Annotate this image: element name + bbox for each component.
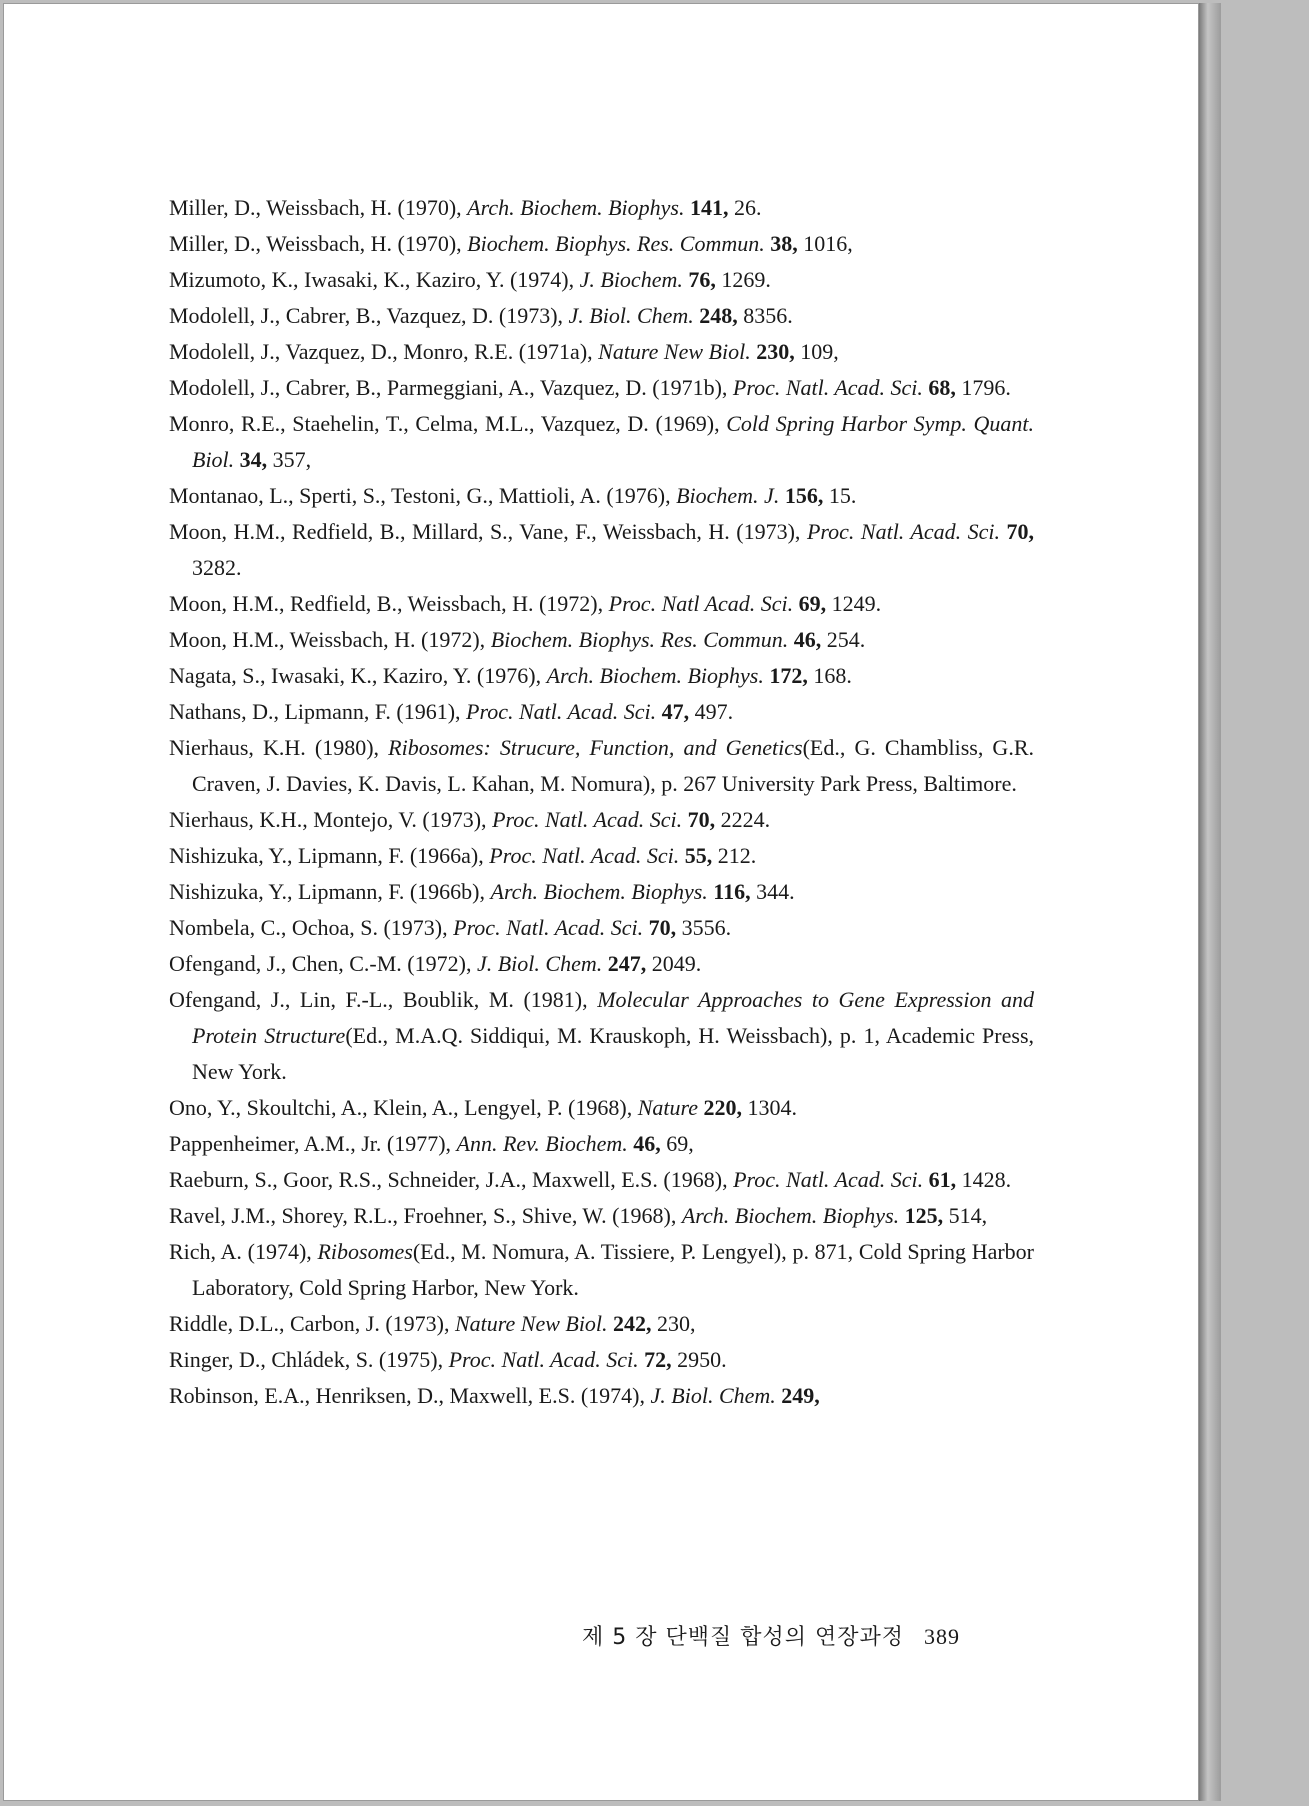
reference-entry [169,478,1034,514]
reference-authors: Moon, H.M., Redfield, B., Millard, S., Vane, F., Weissbach, H. (1973), [169,519,801,544]
reference-pages: 3282. [192,555,242,580]
reference-journal: J. Biol. Chem. [650,1383,776,1408]
reference-volume: 156, [784,483,824,508]
reference-entry [169,658,1034,694]
reference-entry [169,370,1034,406]
reference-pages: 1428. [961,1167,1012,1192]
reference-journal: Cold Spring Harbor Symp. Quant. Biol. [192,411,1034,472]
reference-pages: 230, [657,1311,696,1336]
reference-pages: 26. [733,195,762,220]
page-edge-shadow [1199,3,1221,1801]
reference-volume: 248, [699,303,738,328]
reference-entry [169,838,1034,874]
reference-journal: Proc. Natl. Acad. Sci. [489,843,680,868]
reference-pages: (Ed., M. Nomura, A. Tissiere, P. Lengyel), p. 871, Cold Spring Harbor Laboratory, Cold Spring Harbor, New York. [192,1239,1035,1300]
reference-pages: 3556. [681,915,732,940]
reference-journal: Proc. Natl. Acad. Sci. [492,807,683,832]
running-footer [582,1620,960,1651]
reference-volume: 68, [928,375,956,400]
reference-volume: 249, [781,1383,820,1408]
reference-entry [169,262,1034,298]
reference-journal: Proc. Natl. Acad. Sci. [448,1347,639,1372]
reference-journal: J. Biochem. [579,267,683,292]
reference-pages: 15. [828,483,857,508]
reference-volume: 61, [928,1167,957,1192]
reference-authors: Monro, R.E., Staehelin, T., Celma, M.L., Vazquez, D. (1969), [169,411,720,436]
reference-pages: 344. [756,879,795,904]
reference-volume: 70, [648,915,677,940]
reference-entry [169,730,1034,802]
reference-authors: Robinson, E.A., Henriksen, D., Maxwell, E.S. (1974), [169,1383,646,1408]
reference-pages: 168. [813,663,852,688]
reference-volume: 172, [769,663,808,688]
reference-authors: Nathans, D., Lipmann, F. (1961), [169,699,461,724]
page-number: 389 [924,1624,960,1649]
reference-pages: 1016, [803,231,853,256]
reference-entry [169,982,1034,1090]
reference-authors: Modolell, J., Cabrer, B., Parmeggiani, A., Vazquez, D. (1971b), [169,375,728,400]
reference-volume: 47, [661,699,690,724]
reference-authors: Miller, D., Weissbach, H. (1970), [169,231,462,256]
reference-entry [169,946,1034,982]
reference-journal: Nature New Biol. [598,339,751,364]
reference-volume: 125, [904,1203,944,1228]
reference-volume: 69, [798,591,827,616]
reference-entry [169,802,1034,838]
reference-authors: Modolell, J., Vazquez, D., Monro, R.E. (1971a), [169,339,593,364]
reference-journal: Ribosomes: Strucure, Function, and Genetics [388,735,803,760]
reference-journal: Proc. Natl. Acad. Sci. [466,699,657,724]
reference-volume: 242, [613,1311,652,1336]
reference-entry [169,406,1034,478]
reference-list [169,190,1034,1414]
reference-journal: Biochem. Biophys. Res. Commun. [467,231,765,256]
reference-entry [169,334,1034,370]
reference-entry [169,874,1034,910]
reference-authors: Nagata, S., Iwasaki, K., Kaziro, Y. (1976), [169,663,542,688]
reference-authors: Montanao, L., Sperti, S., Testoni, G., Mattioli, A. (1976), [169,483,671,508]
reference-authors: Raeburn, S., Goor, R.S., Schneider, J.A., Maxwell, E.S. (1968), [169,1167,728,1192]
reference-entry [169,1126,1034,1162]
reference-volume: 247, [607,951,647,976]
reference-authors: Ravel, J.M., Shorey, R.L., Froehner, S., Shive, W. (1968), [169,1203,677,1228]
reference-pages: 2049. [651,951,702,976]
reference-journal: Nature [637,1095,699,1120]
reference-entry [169,1306,1034,1342]
reference-journal: Proc. Natl. Acad. Sci. [806,519,1000,544]
reference-volume: 76, [688,267,716,292]
reference-pages: 2950. [677,1347,727,1372]
reference-authors: Pappenheimer, A.M., Jr. (1977), [169,1131,452,1156]
reference-pages: 357, [272,447,312,472]
chapter-title: 제 5 장 단백질 합성의 연장과정 [582,1625,904,1650]
reference-entry [169,514,1034,586]
reference-journal: Arch. Biochem. Biophys. [490,879,708,904]
reference-pages: 109, [800,339,839,364]
reference-journal: Proc. Natl. Acad. Sci. [732,375,923,400]
reference-volume: 46, [793,627,822,652]
reference-pages: 212. [717,843,757,868]
reference-pages: 1249. [831,591,882,616]
reference-pages: 8356. [743,303,793,328]
reference-entry [169,1342,1034,1378]
reference-pages: (Ed., G. Chambliss, G.R. Craven, J. Davies, K. Davis, L. Kahan, M. Nomura), p. 267 University Park Press, Baltimore. [192,735,1034,796]
reference-volume: 230, [756,339,795,364]
reference-entry [169,1162,1034,1198]
reference-journal: Nature New Biol. [454,1311,608,1336]
reference-authors: Ringer, D., Chládek, S. (1975), [169,1347,444,1372]
reference-journal: Arch. Biochem. Biophys. [681,1203,900,1228]
reference-volume: 34, [239,447,268,472]
reference-journal: Ribosomes [317,1239,413,1264]
reference-entry [169,1378,1034,1414]
reference-authors: Ofengand, J., Lin, F.-L., Boublik, M. (1981), [169,987,588,1012]
reference-entry [169,1198,1034,1234]
reference-authors: Nishizuka, Y., Lipmann, F. (1966b), [169,879,485,904]
book-page [3,3,1199,1801]
reference-authors: Modolell, J., Cabrer, B., Vazquez, D. (1973), [169,303,564,328]
reference-entry [169,910,1034,946]
reference-volume: 46, [633,1131,661,1156]
reference-authors: Nierhaus, K.H., Montejo, V. (1973), [169,807,487,832]
reference-volume: 141, [689,195,729,220]
reference-pages: 2224. [720,807,771,832]
reference-journal: Biochem. Biophys. Res. Commun. [490,627,789,652]
reference-volume: 70, [1006,519,1035,544]
reference-authors: Nierhaus, K.H. (1980), [169,735,380,760]
reference-authors: Nombela, C., Ochoa, S. (1973), [169,915,448,940]
reference-authors: Rich, A. (1974), [169,1239,312,1264]
reference-entry [169,190,1034,226]
reference-journal: Ann. Rev. Biochem. [456,1131,628,1156]
reference-authors: Miller, D., Weissbach, H. (1970), [169,195,462,220]
reference-authors: Mizumoto, K., Iwasaki, K., Kaziro, Y. (1974), [169,267,575,292]
reference-entry [169,226,1034,262]
reference-pages: (Ed., M.A.Q. Siddiqui, M. Krauskoph, H. Weissbach), p. 1, Academic Press, New York. [192,1023,1035,1084]
reference-entry [169,622,1034,658]
reference-journal: Proc. Natl. Acad. Sci. [733,1167,924,1192]
reference-journal: Molecular Approaches to Gene Expression and Protein Structure [192,987,1035,1048]
reference-journal: Proc. Natl. Acad. Sci. [453,915,644,940]
reference-pages: 254. [826,627,866,652]
reference-pages: 514, [948,1203,988,1228]
reference-authors: Nishizuka, Y., Lipmann, F. (1966a), [169,843,484,868]
reference-pages: 69, [666,1131,694,1156]
reference-journal: J. Biol. Chem. [476,951,603,976]
reference-volume: 116, [713,879,751,904]
reference-volume: 55, [684,843,713,868]
reference-entry [169,694,1034,730]
reference-journal: Arch. Biochem. Biophys. [546,663,764,688]
reference-pages: 497. [694,699,734,724]
reference-authors: Moon, H.M., Redfield, B., Weissbach, H. (1972), [169,591,604,616]
reference-entry [169,586,1034,622]
reference-pages: 1269. [721,267,771,292]
reference-pages: 1796. [961,375,1011,400]
reference-volume: 220, [703,1095,743,1120]
reference-journal: Biochem. J. [676,483,780,508]
reference-authors: Moon, H.M., Weissbach, H. (1972), [169,627,486,652]
reference-journal: Arch. Biochem. Biophys. [467,195,685,220]
reference-entry [169,1090,1034,1126]
reference-journal: Proc. Natl Acad. Sci. [608,591,794,616]
reference-entry [169,1234,1034,1306]
reference-authors: Riddle, D.L., Carbon, J. (1973), [169,1311,450,1336]
reference-entry [169,298,1034,334]
reference-volume: 70, [687,807,716,832]
reference-volume: 72, [644,1347,672,1372]
reference-pages: 1304. [747,1095,798,1120]
reference-journal: J. Biol. Chem. [568,303,694,328]
reference-authors: Ono, Y., Skoultchi, A., Klein, A., Lengyel, P. (1968), [169,1095,633,1120]
reference-volume: 38, [770,231,798,256]
reference-authors: Ofengand, J., Chen, C.-M. (1972), [169,951,472,976]
